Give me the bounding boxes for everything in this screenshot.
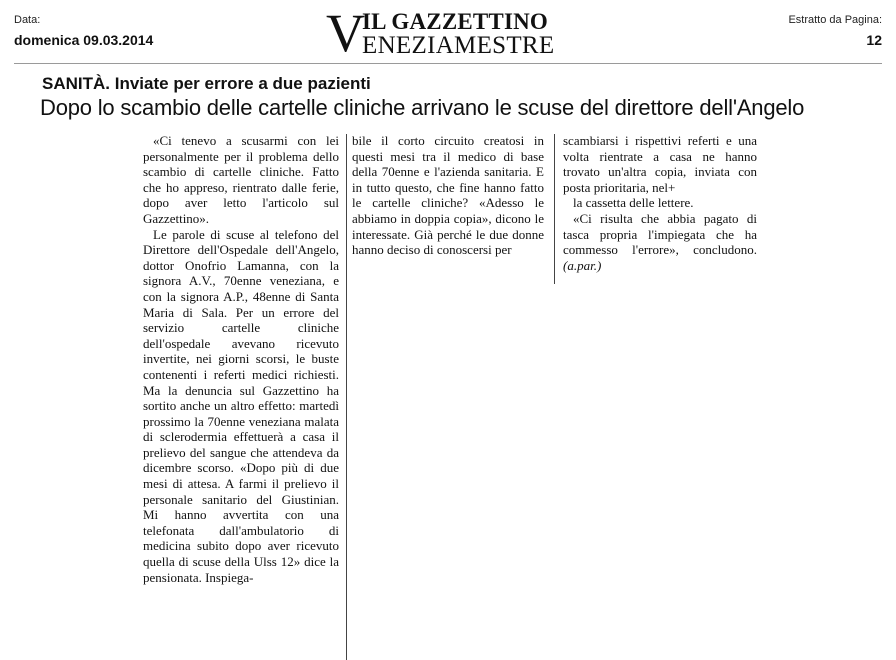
column-divider: [554, 134, 555, 284]
article-kicker: [42, 74, 371, 94]
masthead-edition: ENEZIAMESTRE: [362, 32, 555, 59]
paragraph-text: «Ci risulta che abbia pagato di tasca propria l'impiegata che ha commesso l'errore», concludono.: [563, 210, 757, 258]
date-label: Data:: [14, 14, 41, 26]
paragraph: la cassetta delle lettere.: [573, 195, 694, 211]
paragraph: Le parole di scuse al telefono del Direttore dell'Ospedale dell'Angelo, dottor Onofrio Lamanna, con la signora A.V., 70enne veneziana, e con la signora A.P., 48enne di Santa Maria di Sala. Per un errore del servizio cartelle cliniche dell'ospedale avevano ricevuto invertite, nei giorni scorsi, le buste contenenti i referti medici richiesti. Ma la denuncia sul Gazzettino ha sortito anche un altro effetto: martedì prossimo la 70enne veneziana malata di sclerodermia effettuerà a casa il prelievo del sangue che attendeva da dicembre scorso. «Dopo più di due mesi di attesa. A farmi il prelievo il personale sanitario del Giustinian. Mi hanno avvertita con una telefonata dall'ambulatorio di medicina subito dopo aver ricevuto quella di scuse della Ulss 12» dice la pensionata. Inspiega-: [143, 226, 339, 585]
paragraph: «Ci tenevo a scusarmi con lei personalmente per il problema dello scambio di cartelle cliniche. Fatto che ho appreso, rientrato dalle ferie, dopo aver letto l'articolo sul Gazzettino».: [143, 133, 339, 226]
byline: (a.par.): [563, 257, 602, 273]
paragraph: bile il corto circuito creatosi in questi mesi tra il medico di base della 70enne e l'azienda sanitaria. E in tutto questo, che fine hanno fatto le cartelle cliniche? «Adesso le abbiamo in doppia copia», dicono le interessate. Già perché le due donne hanno deciso di conoscersi per: [352, 133, 544, 258]
kicker-text: Inviate per errore a due pazienti: [114, 74, 371, 93]
paragraph: [563, 211, 757, 273]
date-value: domenica 09.03.2014: [14, 32, 154, 48]
article-column-1: [143, 133, 339, 585]
column-divider: [346, 134, 347, 660]
page-label: Estratto da Pagina:: [788, 14, 882, 26]
article-headline: Dopo lo scambio delle cartelle cliniche arrivano le scuse del direttore dell'Angelo: [40, 95, 805, 120]
article-column-3: [563, 133, 757, 273]
date-block: [14, 14, 274, 48]
page-block: [682, 14, 882, 48]
article-column-2: [352, 133, 544, 258]
page-number: 12: [866, 32, 882, 48]
masthead-title: IL GAZZETTINO: [362, 9, 549, 34]
header-divider: [14, 63, 882, 64]
paragraph: scambiarsi i rispettivi referti e una volta rientrate a casa ne hanno trovato un'altra copia, inviata con posta prioritaria, nel+: [563, 133, 757, 195]
masthead-initial: V: [326, 3, 365, 63]
kicker-topic: SANITÀ.: [42, 74, 110, 93]
newspaper-masthead: [322, 3, 582, 63]
